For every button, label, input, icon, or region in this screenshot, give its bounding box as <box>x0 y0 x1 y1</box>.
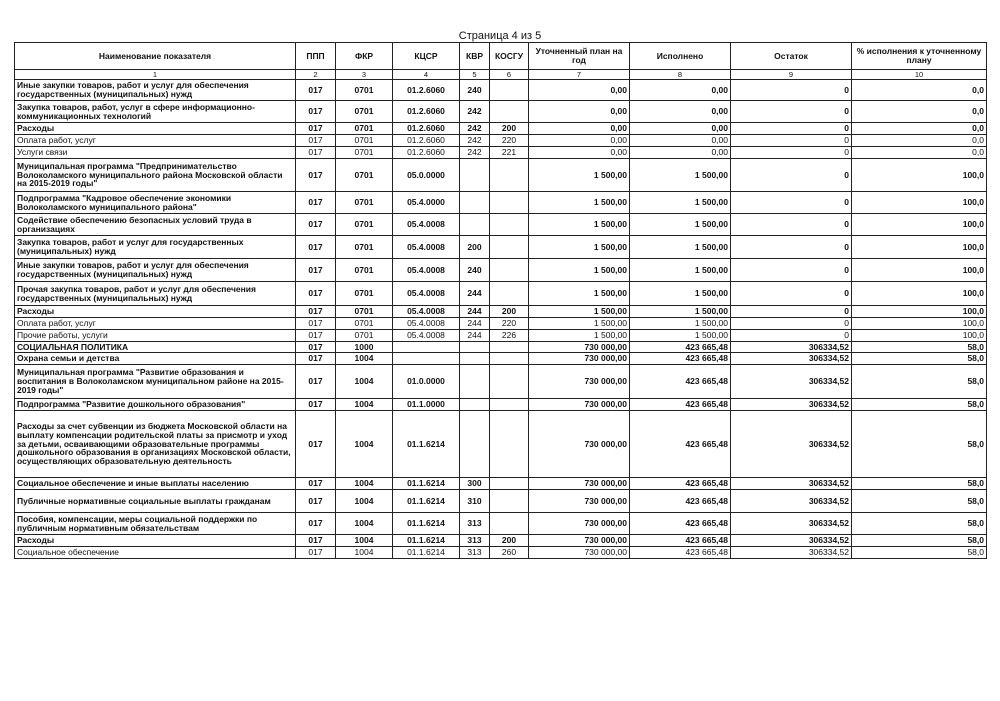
cell-name: Пособия, компенсации, меры социальной поддержки по публичным нормативным обязательствам <box>15 513 296 535</box>
column-number: 9 <box>731 70 852 80</box>
table-row <box>15 101 987 123</box>
cell-kvr: 200 <box>460 236 490 259</box>
cell-done: 423 665,48 <box>630 411 731 478</box>
cell-name: СОЦИАЛЬНАЯ ПОЛИТИКА <box>15 342 296 353</box>
cell-pct: 58,0 <box>852 411 987 478</box>
cell-pct: 58,0 <box>852 353 987 365</box>
cell-rest: 306334,52 <box>731 478 852 490</box>
cell-rest: 0 <box>731 318 852 330</box>
cell-kcsr: 01.1.0000 <box>393 399 460 411</box>
cell-rest: 306334,52 <box>731 513 852 535</box>
cell-pct: 100,0 <box>852 192 987 214</box>
cell-pct: 58,0 <box>852 547 987 559</box>
cell-kosgu <box>490 399 529 411</box>
cell-rest: 0 <box>731 101 852 123</box>
cell-kcsr: 05.4.0008 <box>393 318 460 330</box>
cell-plan: 730 000,00 <box>529 478 630 490</box>
cell-fkr: 0701 <box>336 259 393 282</box>
cell-rest: 0 <box>731 135 852 147</box>
cell-pct: 100,0 <box>852 318 987 330</box>
header-done: Исполнено <box>630 43 731 70</box>
column-number: 4 <box>393 70 460 80</box>
cell-fkr: 1004 <box>336 365 393 399</box>
cell-kcsr: 05.4.0000 <box>393 192 460 214</box>
cell-fkr: 1004 <box>336 490 393 513</box>
cell-kcsr: 01.1.6214 <box>393 535 460 547</box>
cell-kosgu <box>490 365 529 399</box>
cell-fkr: 0701 <box>336 236 393 259</box>
cell-rest: 306334,52 <box>731 490 852 513</box>
cell-kcsr: 05.0.0000 <box>393 159 460 192</box>
cell-name: Социальное обеспечение и иные выплаты населению <box>15 478 296 490</box>
column-number: 5 <box>460 70 490 80</box>
cell-ppp: 017 <box>296 353 336 365</box>
cell-plan: 1 500,00 <box>529 306 630 318</box>
cell-kosgu: 220 <box>490 135 529 147</box>
cell-name: Расходы <box>15 123 296 135</box>
cell-ppp: 017 <box>296 147 336 159</box>
table-row <box>15 330 987 342</box>
cell-kosgu <box>490 282 529 306</box>
cell-kcsr: 01.2.6060 <box>393 101 460 123</box>
cell-ppp: 017 <box>296 101 336 123</box>
cell-rest: 0 <box>731 123 852 135</box>
cell-kosgu <box>490 513 529 535</box>
cell-ppp: 017 <box>296 513 336 535</box>
header-ppp: ППП <box>296 43 336 70</box>
table-row <box>15 147 987 159</box>
cell-kvr <box>460 214 490 236</box>
cell-plan: 0,00 <box>529 147 630 159</box>
cell-pct: 100,0 <box>852 214 987 236</box>
cell-fkr: 1004 <box>336 547 393 559</box>
cell-rest: 0 <box>731 236 852 259</box>
cell-plan: 730 000,00 <box>529 399 630 411</box>
cell-name: Подпрограмма "Развитие дошкольного образования" <box>15 399 296 411</box>
cell-pct: 58,0 <box>852 342 987 353</box>
cell-rest: 0 <box>731 330 852 342</box>
header-plan: Уточненный план на год <box>529 43 630 70</box>
cell-fkr: 1004 <box>336 513 393 535</box>
cell-rest: 0 <box>731 147 852 159</box>
cell-done: 1 500,00 <box>630 159 731 192</box>
table-row <box>15 214 987 236</box>
header-fkr: ФКР <box>336 43 393 70</box>
cell-ppp: 017 <box>296 123 336 135</box>
cell-ppp: 017 <box>296 80 336 101</box>
cell-ppp: 017 <box>296 214 336 236</box>
cell-fkr: 0701 <box>336 306 393 318</box>
cell-fkr: 1000 <box>336 342 393 353</box>
cell-name: Оплата работ, услуг <box>15 318 296 330</box>
cell-rest: 306334,52 <box>731 535 852 547</box>
cell-ppp: 017 <box>296 236 336 259</box>
cell-fkr: 1004 <box>336 399 393 411</box>
cell-name: Муниципальная программа "Предпринимательство Волоколамского муниципального района Московской области на 2015-2019 годы" <box>15 159 296 192</box>
cell-done: 1 500,00 <box>630 306 731 318</box>
cell-kcsr: 05.4.0008 <box>393 259 460 282</box>
cell-name: Расходы за счет субвенции из бюджета Московской области на выплату компенсации родительской платы за присмотр и уход за детьми, осваивающими образовательные программы дошкольного образования в организациях Московской области, осуществляющих образовательную деятельность <box>15 411 296 478</box>
cell-plan: 0,00 <box>529 123 630 135</box>
cell-kcsr: 05.4.0008 <box>393 306 460 318</box>
cell-done: 423 665,48 <box>630 342 731 353</box>
cell-kcsr: 05.4.0008 <box>393 236 460 259</box>
cell-kcsr: 01.2.6060 <box>393 123 460 135</box>
column-number: 10 <box>852 70 987 80</box>
column-number: 7 <box>529 70 630 80</box>
cell-kvr <box>460 399 490 411</box>
cell-plan: 0,00 <box>529 101 630 123</box>
cell-kosgu <box>490 101 529 123</box>
cell-ppp: 017 <box>296 490 336 513</box>
cell-kvr: 313 <box>460 547 490 559</box>
cell-kcsr: 01.2.6060 <box>393 135 460 147</box>
cell-done: 423 665,48 <box>630 353 731 365</box>
cell-rest: 0 <box>731 159 852 192</box>
cell-ppp: 017 <box>296 478 336 490</box>
cell-plan: 1 500,00 <box>529 214 630 236</box>
table-row <box>15 365 987 399</box>
cell-kosgu <box>490 478 529 490</box>
cell-pct: 0,0 <box>852 147 987 159</box>
table-row <box>15 80 987 101</box>
column-number: 3 <box>336 70 393 80</box>
table-row <box>15 192 987 214</box>
cell-done: 423 665,48 <box>630 478 731 490</box>
cell-pct: 0,0 <box>852 123 987 135</box>
cell-fkr: 0701 <box>336 282 393 306</box>
cell-rest: 0 <box>731 214 852 236</box>
cell-plan: 730 000,00 <box>529 342 630 353</box>
cell-plan: 1 500,00 <box>529 259 630 282</box>
cell-plan: 1 500,00 <box>529 282 630 306</box>
cell-name: Прочая закупка товаров, работ и услуг для обеспечения государственных (муниципальных) нужд <box>15 282 296 306</box>
cell-ppp: 017 <box>296 192 336 214</box>
cell-kcsr: 01.2.6060 <box>393 80 460 101</box>
cell-plan: 730 000,00 <box>529 411 630 478</box>
cell-pct: 100,0 <box>852 236 987 259</box>
cell-kvr: 244 <box>460 318 490 330</box>
cell-name: Расходы <box>15 306 296 318</box>
cell-rest: 0 <box>731 306 852 318</box>
cell-done: 423 665,48 <box>630 535 731 547</box>
cell-kosgu: 200 <box>490 535 529 547</box>
cell-kosgu <box>490 80 529 101</box>
column-number: 8 <box>630 70 731 80</box>
cell-kcsr: 01.0.0000 <box>393 365 460 399</box>
cell-ppp: 017 <box>296 411 336 478</box>
header-rest: Остаток <box>731 43 852 70</box>
cell-kcsr: 01.1.6214 <box>393 490 460 513</box>
cell-fkr: 0701 <box>336 135 393 147</box>
cell-plan: 1 500,00 <box>529 192 630 214</box>
column-number: 6 <box>490 70 529 80</box>
cell-fkr: 0701 <box>336 80 393 101</box>
cell-kcsr: 01.1.6214 <box>393 547 460 559</box>
cell-pct: 100,0 <box>852 282 987 306</box>
cell-kcsr: 01.1.6214 <box>393 411 460 478</box>
cell-done: 1 500,00 <box>630 330 731 342</box>
cell-kvr: 240 <box>460 80 490 101</box>
budget-table <box>14 42 987 559</box>
cell-kvr <box>460 411 490 478</box>
cell-fkr: 0701 <box>336 159 393 192</box>
cell-done: 0,00 <box>630 101 731 123</box>
cell-kcsr: 05.4.0008 <box>393 214 460 236</box>
cell-rest: 0 <box>731 282 852 306</box>
cell-kvr: 244 <box>460 282 490 306</box>
cell-name: Оплата работ, услуг <box>15 135 296 147</box>
cell-kosgu: 226 <box>490 330 529 342</box>
cell-fkr: 0701 <box>336 330 393 342</box>
cell-fkr: 0701 <box>336 147 393 159</box>
cell-pct: 58,0 <box>852 399 987 411</box>
cell-kcsr: 05.4.0008 <box>393 282 460 306</box>
cell-pct: 0,0 <box>852 101 987 123</box>
cell-kcsr <box>393 342 460 353</box>
cell-ppp: 017 <box>296 318 336 330</box>
cell-name: Содействие обеспечению безопасных условий труда в организациях <box>15 214 296 236</box>
cell-kosgu <box>490 214 529 236</box>
cell-ppp: 017 <box>296 365 336 399</box>
cell-done: 1 500,00 <box>630 259 731 282</box>
cell-kvr <box>460 192 490 214</box>
cell-kosgu <box>490 342 529 353</box>
cell-rest: 0 <box>731 80 852 101</box>
cell-rest: 0 <box>731 259 852 282</box>
cell-name: Социальное обеспечение <box>15 547 296 559</box>
table-row <box>15 259 987 282</box>
header-kosgu: КОСГУ <box>490 43 529 70</box>
cell-kvr: 313 <box>460 535 490 547</box>
cell-rest: 306334,52 <box>731 411 852 478</box>
cell-kcsr: 01.1.6214 <box>393 478 460 490</box>
cell-done: 1 500,00 <box>630 192 731 214</box>
cell-done: 423 665,48 <box>630 365 731 399</box>
header-pct: % исполнения к уточненному плану <box>852 43 987 70</box>
cell-plan: 1 500,00 <box>529 318 630 330</box>
cell-name: Услуги связи <box>15 147 296 159</box>
cell-pct: 58,0 <box>852 513 987 535</box>
cell-ppp: 017 <box>296 330 336 342</box>
cell-kvr: 313 <box>460 513 490 535</box>
cell-pct: 58,0 <box>852 490 987 513</box>
cell-plan: 730 000,00 <box>529 490 630 513</box>
cell-rest: 306334,52 <box>731 353 852 365</box>
cell-ppp: 017 <box>296 259 336 282</box>
cell-ppp: 017 <box>296 535 336 547</box>
table-row <box>15 159 987 192</box>
cell-done: 0,00 <box>630 80 731 101</box>
cell-kosgu <box>490 192 529 214</box>
table-row <box>15 535 987 547</box>
cell-fkr: 0701 <box>336 192 393 214</box>
cell-kosgu <box>490 236 529 259</box>
cell-done: 1 500,00 <box>630 282 731 306</box>
cell-name: Иные закупки товаров, работ и услуг для обеспечения государственных (муниципальных) нужд <box>15 259 296 282</box>
cell-done: 0,00 <box>630 135 731 147</box>
cell-pct: 0,0 <box>852 80 987 101</box>
cell-name: Публичные нормативные социальные выплаты гражданам <box>15 490 296 513</box>
cell-pct: 100,0 <box>852 306 987 318</box>
cell-name: Охрана семьи и детства <box>15 353 296 365</box>
cell-rest: 306334,52 <box>731 547 852 559</box>
table-row <box>15 306 987 318</box>
cell-ppp: 017 <box>296 399 336 411</box>
cell-fkr: 0701 <box>336 318 393 330</box>
cell-pct: 100,0 <box>852 330 987 342</box>
table-row <box>15 411 987 478</box>
cell-fkr: 0701 <box>336 123 393 135</box>
cell-ppp: 017 <box>296 342 336 353</box>
cell-plan: 730 000,00 <box>529 353 630 365</box>
cell-kosgu <box>490 159 529 192</box>
cell-name: Иные закупки товаров, работ и услуг для обеспечения государственных (муниципальных) нужд <box>15 80 296 101</box>
cell-done: 423 665,48 <box>630 513 731 535</box>
table-row <box>15 399 987 411</box>
cell-kvr <box>460 159 490 192</box>
cell-plan: 0,00 <box>529 80 630 101</box>
header-kvr: КВР <box>460 43 490 70</box>
header-row <box>15 43 987 70</box>
cell-kvr: 244 <box>460 330 490 342</box>
table-row <box>15 135 987 147</box>
cell-kvr: 240 <box>460 259 490 282</box>
cell-kcsr: 01.2.6060 <box>393 147 460 159</box>
table-row <box>15 547 987 559</box>
cell-ppp: 017 <box>296 282 336 306</box>
cell-fkr: 1004 <box>336 411 393 478</box>
cell-pct: 58,0 <box>852 478 987 490</box>
cell-kosgu: 220 <box>490 318 529 330</box>
cell-rest: 306334,52 <box>731 342 852 353</box>
cell-name: Закупка товаров, работ и услуг для государственных (муниципальных) нужд <box>15 236 296 259</box>
cell-name: Муниципальная программа "Развитие образования и воспитания в Волоколамском муниципальном районе на 2015-2019 годы" <box>15 365 296 399</box>
cell-fkr: 1004 <box>336 353 393 365</box>
cell-kvr: 242 <box>460 147 490 159</box>
cell-kosgu <box>490 490 529 513</box>
cell-plan: 0,00 <box>529 135 630 147</box>
table-row <box>15 478 987 490</box>
cell-kosgu: 221 <box>490 147 529 159</box>
cell-kosgu: 200 <box>490 123 529 135</box>
cell-kosgu <box>490 353 529 365</box>
header-name: Наименование показателя <box>15 43 296 70</box>
cell-kvr <box>460 342 490 353</box>
column-number: 2 <box>296 70 336 80</box>
cell-kvr <box>460 353 490 365</box>
cell-done: 1 500,00 <box>630 214 731 236</box>
cell-name: Закупка товаров, работ, услуг в сфере информационно-коммуникационных технологий <box>15 101 296 123</box>
header-kcsr: КЦСР <box>393 43 460 70</box>
cell-plan: 730 000,00 <box>529 365 630 399</box>
cell-fkr: 1004 <box>336 478 393 490</box>
cell-ppp: 017 <box>296 135 336 147</box>
cell-rest: 306334,52 <box>731 399 852 411</box>
cell-plan: 730 000,00 <box>529 513 630 535</box>
table-row <box>15 236 987 259</box>
cell-kvr: 300 <box>460 478 490 490</box>
cell-pct: 100,0 <box>852 259 987 282</box>
cell-kcsr <box>393 353 460 365</box>
cell-rest: 0 <box>731 192 852 214</box>
cell-fkr: 0701 <box>336 101 393 123</box>
cell-plan: 730 000,00 <box>529 535 630 547</box>
column-number-row <box>15 70 987 80</box>
cell-done: 1 500,00 <box>630 236 731 259</box>
cell-pct: 58,0 <box>852 365 987 399</box>
table-row <box>15 490 987 513</box>
cell-pct: 0,0 <box>852 135 987 147</box>
cell-fkr: 1004 <box>336 535 393 547</box>
column-number: 1 <box>15 70 296 80</box>
table-row <box>15 513 987 535</box>
cell-ppp: 017 <box>296 306 336 318</box>
cell-kosgu <box>490 259 529 282</box>
cell-done: 0,00 <box>630 147 731 159</box>
cell-kvr: 242 <box>460 101 490 123</box>
cell-done: 1 500,00 <box>630 318 731 330</box>
cell-fkr: 0701 <box>336 214 393 236</box>
cell-name: Расходы <box>15 535 296 547</box>
cell-kvr <box>460 365 490 399</box>
cell-rest: 306334,52 <box>731 365 852 399</box>
table-row <box>15 342 987 353</box>
cell-done: 423 665,48 <box>630 399 731 411</box>
cell-kcsr: 05.4.0008 <box>393 330 460 342</box>
cell-name: Подпрограмма "Кадровое обеспечение экономики Волоколамского муниципального района" <box>15 192 296 214</box>
cell-plan: 730 000,00 <box>529 547 630 559</box>
cell-done: 0,00 <box>630 123 731 135</box>
cell-done: 423 665,48 <box>630 547 731 559</box>
cell-kvr: 244 <box>460 306 490 318</box>
cell-plan: 1 500,00 <box>529 159 630 192</box>
cell-plan: 1 500,00 <box>529 236 630 259</box>
cell-kosgu: 260 <box>490 547 529 559</box>
table-row <box>15 123 987 135</box>
cell-kosgu <box>490 411 529 478</box>
cell-ppp: 017 <box>296 159 336 192</box>
cell-name: Прочие работы, услуги <box>15 330 296 342</box>
cell-pct: 58,0 <box>852 535 987 547</box>
cell-kvr: 242 <box>460 123 490 135</box>
page-label: Страница 4 из 5 <box>458 30 542 42</box>
cell-ppp: 017 <box>296 547 336 559</box>
cell-kcsr: 01.1.6214 <box>393 513 460 535</box>
cell-done: 423 665,48 <box>630 490 731 513</box>
table-row <box>15 353 987 365</box>
table-row <box>15 282 987 306</box>
cell-pct: 100,0 <box>852 159 987 192</box>
table-row <box>15 318 987 330</box>
cell-plan: 1 500,00 <box>529 330 630 342</box>
cell-kosgu: 200 <box>490 306 529 318</box>
cell-kvr: 310 <box>460 490 490 513</box>
cell-kvr: 242 <box>460 135 490 147</box>
